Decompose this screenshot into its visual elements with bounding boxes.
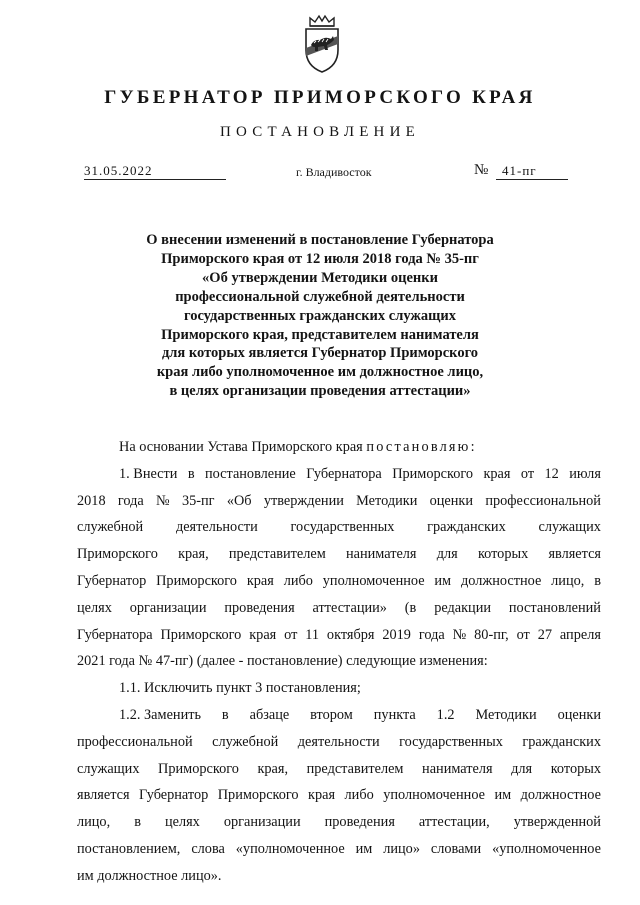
heading-line: Приморского края от 12 июля 2018 года № 35-пг: [161, 250, 479, 267]
word: организации: [129, 599, 207, 616]
word: №: [156, 492, 170, 509]
word: является: [548, 546, 601, 563]
number-label: №: [474, 162, 489, 178]
word: 35-пг: [181, 492, 215, 509]
body-line: [77, 622, 601, 649]
word: постановлением,: [77, 840, 181, 857]
word: Приморского: [77, 546, 158, 563]
word: 2018: [77, 492, 106, 509]
word: целях: [164, 814, 200, 831]
word: оценки: [429, 492, 474, 509]
word: служебной: [77, 519, 144, 536]
body-line: [77, 541, 601, 568]
heading-line: для которых является Губернатор Приморского: [161, 345, 479, 362]
word: проведения: [324, 814, 395, 831]
word: деятельности: [175, 519, 258, 536]
word: Губернатор: [139, 787, 209, 804]
body-line: [77, 514, 601, 541]
body-line: 2021 года № 47-пг) (далее - постановление) следующие изменения:: [77, 653, 488, 670]
word: деятельности: [297, 733, 380, 750]
word: им: [355, 840, 373, 857]
word: государственных: [290, 519, 395, 536]
heading-line: края либо уполномоченное им должностное лицо,: [156, 364, 484, 381]
word: края,: [257, 760, 289, 777]
body-line: им должностное лицо».: [77, 867, 222, 884]
word: нанимателя: [422, 760, 493, 777]
word: служебной: [212, 733, 279, 750]
intro-text: На основании Устава Приморского края: [119, 439, 367, 455]
word: организации: [223, 814, 301, 831]
word: должностное: [460, 572, 542, 589]
word: гражданских: [522, 733, 601, 750]
word: гражданских: [427, 519, 506, 536]
body-line: [77, 729, 601, 756]
document-date: 31.05.2022: [84, 163, 226, 180]
word: 1. Внести: [119, 465, 178, 482]
body-line: [77, 488, 601, 515]
word: 12: [544, 465, 559, 482]
word: края: [246, 572, 274, 589]
word: Губернатора: [77, 626, 153, 643]
body-line: [77, 756, 601, 783]
word: края: [308, 787, 336, 804]
word: от: [516, 626, 530, 643]
word: года: [117, 492, 144, 509]
word: уполномоченное: [383, 787, 485, 804]
word: государственных: [399, 733, 503, 750]
word: для: [511, 760, 533, 777]
word: Приморского: [160, 626, 242, 643]
word: аттестации»: [312, 599, 387, 616]
decree-word: постановляю:: [366, 439, 477, 455]
word: 27: [537, 626, 552, 643]
word: «уполномоченное: [492, 840, 601, 857]
word: края: [483, 465, 511, 482]
word: им: [434, 572, 452, 589]
word: Приморского: [156, 572, 237, 589]
heading-line: Приморского края, представителем нанимателя: [161, 326, 479, 343]
document-body: [77, 434, 601, 890]
word: постановление: [205, 465, 296, 482]
body-line: [77, 782, 601, 809]
body-line: [77, 568, 601, 595]
word: утвержденной: [513, 814, 601, 831]
word: втором: [310, 706, 353, 723]
word: целях: [77, 599, 112, 616]
word: профессиональной: [485, 492, 601, 509]
word: 1.2. Заменить: [119, 706, 201, 723]
word: оценки: [557, 706, 601, 723]
word: в: [594, 572, 601, 589]
word: 11: [305, 626, 320, 643]
heading-line: в целях организации проведения аттестации»: [169, 383, 471, 400]
issuing-authority-title: ГУБЕРНАТОР ПРИМОРСКОГО КРАЯ: [104, 87, 536, 108]
word: в: [134, 814, 141, 831]
item-1-1: 1.1. Исключить пункт 3 постановления;: [119, 680, 361, 697]
word: «уполномоченное: [235, 840, 345, 857]
word: от: [520, 465, 535, 482]
word: Методики: [475, 706, 537, 723]
word: лицо,: [77, 814, 111, 831]
word: края,: [178, 546, 209, 563]
word: года: [418, 626, 445, 643]
body-line: [77, 461, 601, 488]
word: которых: [477, 546, 529, 563]
word: в: [187, 465, 195, 482]
word: лицо,: [551, 572, 585, 589]
word: для: [436, 546, 458, 563]
word: 1.2: [436, 706, 455, 723]
intro-paragraph: [77, 434, 601, 461]
word: которых: [550, 760, 601, 777]
heading-line: государственных гражданских служащих: [183, 307, 457, 324]
word: абзаце: [249, 706, 290, 723]
word: в: [221, 706, 229, 723]
word: аттестации,: [418, 814, 490, 831]
word: апреля: [559, 626, 601, 643]
word: является: [77, 787, 130, 804]
word: служащих: [77, 760, 140, 777]
body-line: [77, 836, 601, 863]
word: Губернатора: [306, 465, 382, 482]
body-line: [77, 809, 601, 836]
word: 80-пг,: [474, 626, 509, 643]
word: №: [452, 626, 467, 643]
word: проведения: [224, 599, 295, 616]
word: Приморского: [158, 760, 239, 777]
word: Губернатор: [77, 572, 147, 589]
word: либо: [344, 787, 374, 804]
word: утверждении: [263, 492, 344, 509]
body-line: [77, 702, 601, 729]
word: либо: [283, 572, 313, 589]
word: от: [284, 626, 298, 643]
word: профессиональной: [77, 733, 193, 750]
heading-line: «Об утверждении Методики оценки: [202, 269, 438, 286]
heading-line: О внесении изменений в постановление Губернатора: [146, 232, 494, 248]
word: представителем: [306, 760, 404, 777]
word: края: [249, 626, 277, 643]
word: Методики: [356, 492, 418, 509]
word: им: [494, 787, 512, 804]
document-type: ПОСТАНОВЛЕНИЕ: [220, 124, 420, 140]
document-heading: [60, 231, 580, 401]
word: нанимателя: [345, 546, 417, 563]
word: представителем: [228, 546, 326, 563]
coat-of-arms-icon: [300, 14, 344, 74]
word: словами: [430, 840, 482, 857]
word: слова: [191, 840, 225, 857]
body-line: [77, 595, 601, 622]
document-number: 41-пг: [496, 163, 568, 180]
word: «Об: [226, 492, 252, 509]
word: уполномоченное: [322, 572, 425, 589]
word: 2019: [382, 626, 411, 643]
word: пункта: [373, 706, 416, 723]
word: Приморского: [217, 787, 299, 804]
word: лицо»: [383, 840, 420, 857]
document-city: г. Владивосток: [296, 165, 372, 179]
word: постановлений: [508, 599, 601, 616]
heading-line: профессиональной служебной деятельности: [175, 288, 465, 305]
word: (в: [404, 599, 417, 616]
word: должностное: [520, 787, 601, 804]
word: Приморского: [392, 465, 474, 482]
word: июля: [569, 465, 601, 482]
word: служащих: [538, 519, 601, 536]
word: октября: [326, 626, 375, 643]
word: редакции: [434, 599, 492, 616]
